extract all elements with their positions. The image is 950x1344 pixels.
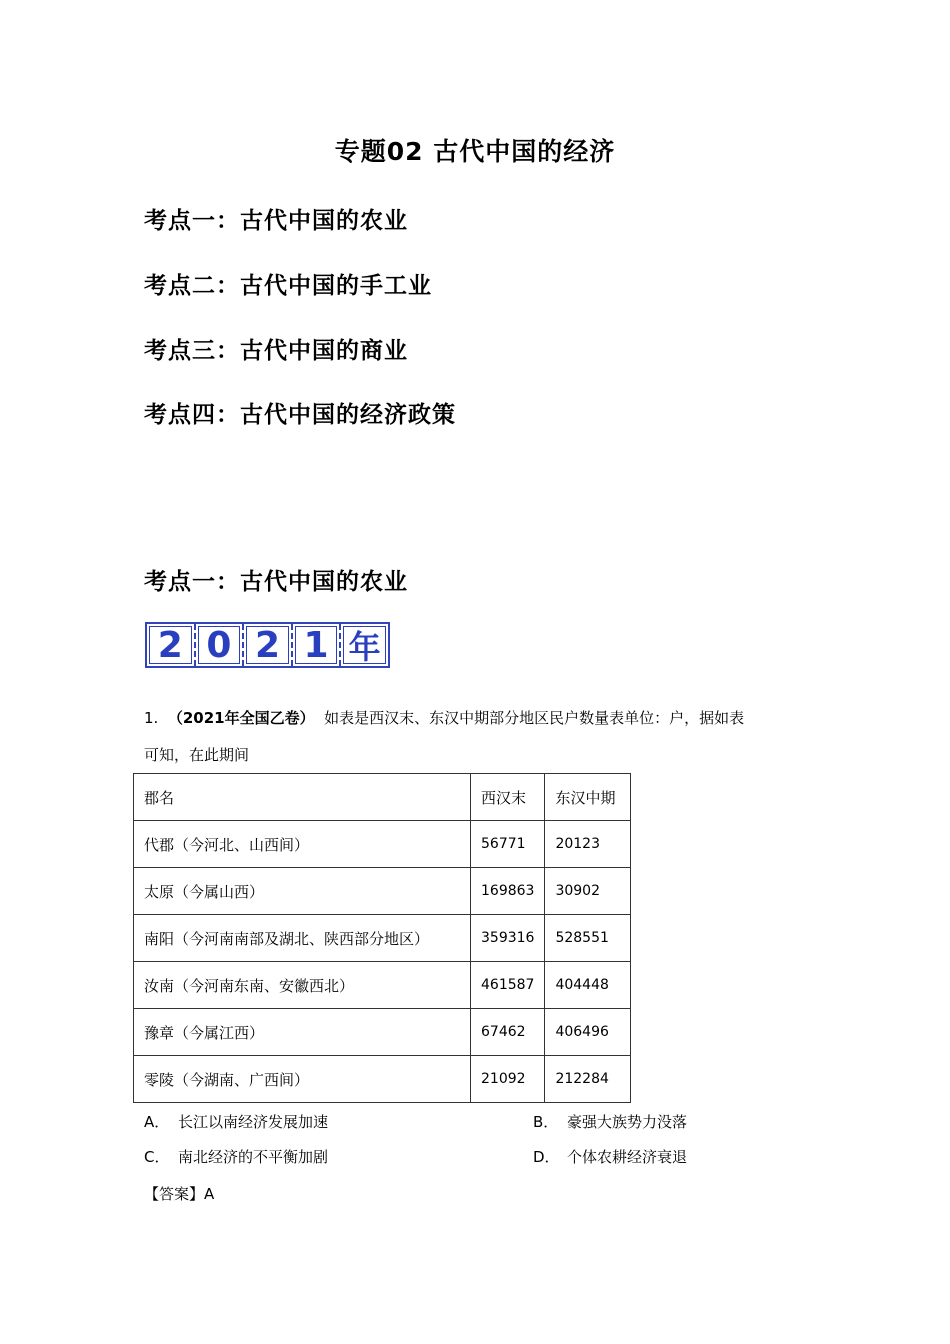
- header-cell: 西汉末: [471, 774, 545, 821]
- table-header-row: [134, 774, 631, 821]
- table-row: [134, 1009, 631, 1056]
- option-b[interactable]: [533, 1111, 687, 1132]
- outline-item-2: 考点二：古代中国的手工业: [144, 273, 432, 299]
- question-number: 1.: [144, 709, 159, 727]
- option-a[interactable]: [144, 1111, 328, 1132]
- table-cell: 20123: [545, 821, 631, 868]
- table-cell: 67462: [471, 1009, 545, 1056]
- table-cell: 461587: [471, 962, 545, 1009]
- table-row: [134, 821, 631, 868]
- year-suffix: 年: [341, 624, 388, 666]
- table-cell: 212284: [545, 1056, 631, 1103]
- section-heading: 考点一：古代中国的农业: [144, 569, 408, 595]
- table-row: [134, 915, 631, 962]
- header-cell: 东汉中期: [545, 774, 631, 821]
- option-text: 个体农耕经济衰退: [567, 1148, 688, 1166]
- option-letter: D．: [533, 1148, 560, 1166]
- answer-text: 【答案】A: [144, 1185, 215, 1203]
- outline-item-1: 考点一：古代中国的农业: [144, 208, 408, 234]
- year-digit: 1: [293, 624, 342, 666]
- table-cell: 404448: [545, 962, 631, 1009]
- year-digit: 2: [244, 624, 293, 666]
- year-badge: [145, 622, 390, 668]
- table-cell: 30902: [545, 868, 631, 915]
- question-1: [144, 700, 824, 774]
- table-cell: 169863: [471, 868, 545, 915]
- table-cell: 359316: [471, 915, 545, 962]
- table-cell: 零陵（今湖南、广西间）: [134, 1056, 471, 1103]
- table-cell: 406496: [545, 1009, 631, 1056]
- year-digit: 0: [196, 624, 245, 666]
- option-text: 豪强大族势力没落: [567, 1113, 688, 1131]
- option-letter: C．: [144, 1148, 170, 1166]
- population-table: [133, 773, 631, 1103]
- header-cell: 郡名: [134, 774, 471, 821]
- year-digit: 2: [147, 624, 196, 666]
- outline-item-3: 考点三：古代中国的商业: [144, 338, 408, 364]
- document-title: 专题02 古代中国的经济: [334, 137, 616, 166]
- option-text: 南北经济的不平衡加剧: [178, 1148, 329, 1166]
- table-cell: 21092: [471, 1056, 545, 1103]
- table-cell: 太原（今属山西）: [134, 868, 471, 915]
- table-cell: 528551: [545, 915, 631, 962]
- table-cell: 汝南（今河南东南、安徽西北）: [134, 962, 471, 1009]
- option-letter: B．: [533, 1113, 559, 1131]
- outline-item-4: 考点四：古代中国的经济政策: [144, 402, 456, 428]
- table-cell: 南阳（今河南南部及湖北、陕西部分地区）: [134, 915, 471, 962]
- question-stem-line2: 可知，在此期间: [144, 746, 250, 764]
- table-row: [134, 1056, 631, 1103]
- table-cell: 代郡（今河北、山西间）: [134, 821, 471, 868]
- option-c[interactable]: [144, 1146, 328, 1167]
- question-stem-line1: 如表是西汉末、东汉中期部分地区民户数量表单位：户，据如表: [324, 709, 745, 727]
- table-cell: 豫章（今属江西）: [134, 1009, 471, 1056]
- table-cell: 56771: [471, 821, 545, 868]
- table-row: [134, 868, 631, 915]
- option-d[interactable]: [533, 1146, 687, 1167]
- option-letter: A．: [144, 1113, 170, 1131]
- option-text: 长江以南经济发展加速: [178, 1113, 329, 1131]
- table-row: [134, 962, 631, 1009]
- question-source: （2021年全国乙卷）: [167, 709, 315, 727]
